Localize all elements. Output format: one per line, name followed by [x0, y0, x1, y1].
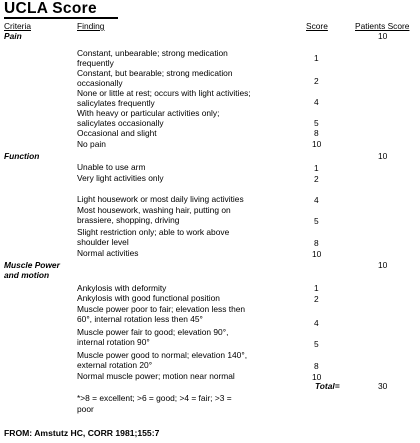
finding-line: Muscle power poor to fair; elevation less then	[77, 304, 246, 314]
page-title: UCLA Score	[4, 0, 97, 17]
finding-line: Muscle power fair to good; elevation 90°,	[77, 327, 229, 337]
section-pain-patients-score: 10	[378, 31, 388, 41]
score-value: 2	[314, 294, 319, 304]
title-underline	[4, 17, 118, 19]
score-value: 4	[314, 97, 319, 107]
section-muscle-power-patients-score: 10	[378, 260, 388, 270]
header-score: Score	[306, 21, 328, 31]
section-function-patients-score: 10	[378, 151, 388, 161]
score-value: 10	[312, 372, 322, 382]
interpretation-note: poor	[77, 404, 94, 414]
finding-line: Normal activities	[77, 248, 139, 258]
finding-line: None or little at rest; occurs with light activities;	[77, 88, 251, 98]
finding-line: Unable to use arm	[77, 162, 146, 172]
finding-line: No pain	[77, 139, 106, 149]
score-value: 4	[314, 318, 319, 328]
section-pain-label: Pain	[4, 31, 22, 41]
finding-line: 60°, internal rotation less then 45°	[77, 314, 203, 324]
finding-line: brassiere, shopping, driving	[77, 215, 180, 225]
section-function-label: Function	[4, 151, 40, 161]
score-value: 8	[314, 238, 319, 248]
finding-line: Very light activities only	[77, 173, 164, 183]
source-citation: FROM: Amstutz HC, CORR 1981;155:7	[4, 428, 160, 438]
finding-line: frequently	[77, 58, 114, 68]
score-value: 10	[312, 139, 322, 149]
score-value: 10	[312, 249, 322, 259]
score-value: 8	[314, 128, 319, 138]
finding-line: occasionally	[77, 78, 123, 88]
finding-line: salicylates frequently	[77, 98, 155, 108]
total-label: Total=	[315, 381, 340, 391]
finding-line: Ankylosis with good functional position	[77, 293, 220, 303]
section-muscle-power-label: Muscle Power	[4, 260, 60, 270]
finding-line: Normal muscle power; motion near normal	[77, 371, 235, 381]
finding-line: internal rotation 90°	[77, 337, 150, 347]
finding-line: Most housework, washing hair, putting on	[77, 205, 231, 215]
header-criteria: Criteria	[4, 21, 31, 31]
finding-line: Constant, unbearable; strong medication	[77, 48, 228, 58]
finding-line: Occasional and slight	[77, 128, 157, 138]
total-value: 30	[378, 381, 388, 391]
finding-line: shoulder level	[77, 237, 129, 247]
finding-line: Constant, but bearable; strong medication	[77, 68, 233, 78]
finding-line: Slight restriction only; able to work above	[77, 227, 230, 237]
score-value: 4	[314, 195, 319, 205]
finding-line: With heavy or particular activities only;	[77, 108, 220, 118]
header-finding: Finding	[77, 21, 105, 31]
header-patients-score: Patients Score	[355, 21, 410, 31]
score-value: 2	[314, 76, 319, 86]
score-value: 1	[314, 53, 319, 63]
score-value: 5	[314, 118, 319, 128]
score-value: 5	[314, 339, 319, 349]
finding-line: Ankylosis with deformity	[77, 283, 167, 293]
score-value: 2	[314, 174, 319, 184]
section-muscle-power-label: and motion	[4, 270, 50, 280]
interpretation-note: *>8 = excellent; >6 = good; >4 = fair; >3 =	[77, 393, 232, 403]
finding-line: external rotation 20°	[77, 360, 153, 370]
score-value: 5	[314, 216, 319, 226]
score-value: 1	[314, 163, 319, 173]
finding-line: salicylates occasionally	[77, 118, 164, 128]
finding-line: Muscle power good to normal; elevation 140°,	[77, 350, 248, 360]
finding-line: Light housework or most daily living activities	[77, 194, 244, 204]
score-value: 8	[314, 361, 319, 371]
score-value: 1	[314, 283, 319, 293]
